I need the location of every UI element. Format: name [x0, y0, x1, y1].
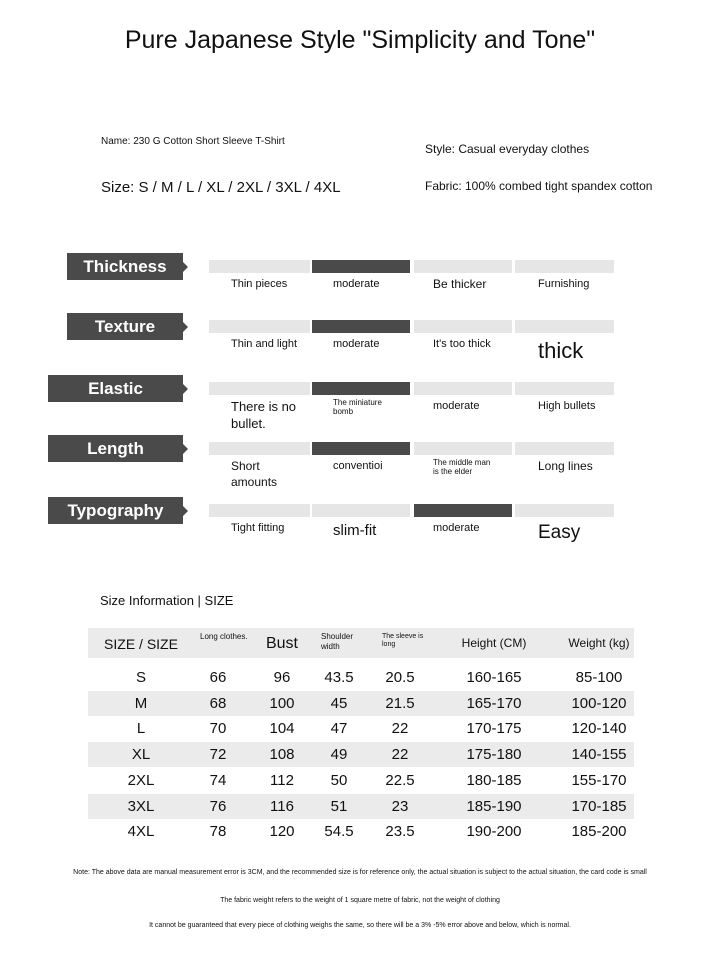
table-cell: 120 — [269, 823, 295, 841]
scale-option: Easy — [538, 522, 581, 543]
scale-segment — [209, 260, 310, 273]
table-cell: 54.5 — [324, 823, 354, 841]
column-header: Long clothes. — [200, 632, 248, 641]
table-cell: L — [136, 720, 146, 738]
scale-segment — [515, 442, 614, 455]
table-cell: 4XL — [127, 823, 155, 841]
table-cell: 70 — [209, 720, 227, 738]
attribute-label-thickness: Thickness — [67, 253, 183, 280]
table-cell: 72 — [209, 746, 227, 764]
note-fabric-weight: The fabric weight refers to the weight of 1 square metre of fabric, not the weight of clothing — [220, 897, 500, 904]
scale-option: conventioi — [333, 460, 383, 472]
note-measurement: Note: The above data are manual measurement error is 3CM, and the recommended size is for reference only, the actual situation is subject to the actual situation, the card code is small — [73, 869, 647, 876]
scale-segment — [209, 320, 310, 333]
table-cell: 100 — [269, 694, 295, 712]
scale-option: The miniature bomb — [333, 398, 382, 416]
column-header: SIZE / SIZE — [104, 636, 178, 652]
product-sizes: Size: S / M / L / XL / 2XL / 3XL / 4XL — [101, 179, 341, 196]
scale-option: moderate — [333, 338, 380, 350]
table-cell: 21.5 — [385, 694, 415, 712]
table-cell: 160-165 — [466, 669, 522, 686]
scale-option: slim-fit — [333, 522, 377, 539]
scale-segment — [515, 320, 614, 333]
table-cell: 185-200 — [571, 823, 627, 841]
scale-segment — [414, 382, 512, 395]
table-cell: S — [135, 669, 146, 686]
scale-segment — [515, 382, 614, 395]
table-cell: 22.5 — [385, 771, 415, 789]
table-cell: 96 — [273, 669, 291, 686]
scale-segment — [414, 320, 512, 333]
table-cell: 140-155 — [571, 746, 627, 764]
scale-segment — [515, 504, 614, 517]
table-cell: 22 — [391, 746, 409, 764]
attribute-label-typography: Typography — [48, 497, 183, 524]
scale-segment — [414, 442, 512, 455]
table-cell: 3XL — [127, 797, 155, 815]
page-title: Pure Japanese Style "Simplicity and Tone" — [124, 26, 596, 54]
column-header: Weight (kg) — [568, 636, 630, 650]
scale-segment — [209, 382, 310, 395]
table-cell: 190-200 — [466, 823, 522, 841]
scale-option: moderate — [333, 278, 380, 290]
table-cell: 78 — [209, 823, 227, 841]
table-cell: 68 — [209, 694, 227, 712]
scale-segment — [515, 260, 614, 273]
product-style: Style: Casual everyday clothes — [425, 142, 590, 156]
table-cell: 43.5 — [324, 669, 354, 686]
scale-option: Thin and light — [231, 338, 298, 350]
scale-segment — [414, 260, 512, 273]
table-cell: 180-185 — [466, 771, 522, 789]
table-cell: 165-170 — [466, 694, 522, 712]
table-cell: 175-180 — [466, 746, 522, 764]
table-cell: 2XL — [127, 771, 155, 789]
table-cell: 104 — [269, 720, 295, 738]
scale-option: thick — [538, 338, 584, 363]
table-cell: 112 — [270, 771, 294, 789]
scale-segment-selected — [312, 320, 410, 333]
scale-option: Thin pieces — [231, 278, 288, 290]
table-cell: 50 — [330, 771, 348, 789]
table-cell: 22 — [391, 720, 409, 738]
scale-segment — [312, 504, 410, 517]
scale-option: It's too thick — [433, 338, 491, 350]
table-cell: 20.5 — [385, 669, 415, 686]
column-header: Height (CM) — [461, 636, 527, 650]
size-table-heading: Size Information | SIZE — [100, 593, 234, 608]
scale-option: The middle man is the elder — [433, 458, 491, 476]
scale-option: Tight fitting — [231, 522, 285, 534]
table-cell: 170-185 — [571, 797, 627, 815]
scale-option: High bullets — [538, 400, 596, 412]
product-name: Name: 230 G Cotton Short Sleeve T-Shirt — [101, 136, 285, 147]
table-cell: 85-100 — [575, 669, 623, 686]
scale-segment — [209, 442, 310, 455]
table-cell: 108 — [269, 746, 295, 764]
product-fabric: Fabric: 100% combed tight spandex cotton — [425, 179, 653, 193]
table-cell: 66 — [209, 669, 227, 686]
table-cell: M — [134, 694, 148, 712]
table-cell: XL — [131, 746, 151, 764]
table-cell: 49 — [330, 746, 348, 764]
table-cell: 185-190 — [466, 797, 522, 815]
table-cell: 23.5 — [385, 823, 415, 841]
scale-segment-selected — [414, 504, 512, 517]
scale-segment-selected — [312, 382, 410, 395]
table-cell: 120-140 — [571, 720, 627, 738]
table-cell: 170-175 — [466, 720, 522, 738]
column-header: Bust — [265, 635, 298, 652]
table-cell: 116 — [270, 797, 294, 815]
scale-option: moderate — [433, 400, 480, 412]
scale-option: Furnishing — [538, 278, 590, 290]
attribute-label-texture: Texture — [67, 313, 183, 340]
note-weight-error: It cannot be guaranteed that every piece of clothing weighs the same, so there will be a 3% -5% error above and below, which is normal. — [149, 922, 571, 929]
table-cell: 45 — [330, 694, 348, 712]
scale-segment — [209, 504, 310, 517]
scale-segment-selected — [312, 260, 410, 273]
attribute-label-length: Length — [48, 435, 183, 462]
scale-option: moderate — [433, 522, 480, 534]
column-header: The sleeve is long — [382, 633, 424, 649]
scale-option: There is no bullet. — [231, 399, 297, 431]
table-cell: 155-170 — [571, 771, 627, 789]
scale-segment-selected — [312, 442, 410, 455]
scale-option: Long lines — [538, 459, 593, 473]
attribute-label-elastic: Elastic — [48, 375, 183, 402]
table-cell: 74 — [209, 771, 227, 789]
column-header: Shoulder width — [321, 632, 354, 651]
table-cell: 47 — [330, 720, 348, 738]
table-cell: 76 — [209, 797, 227, 815]
table-cell: 23 — [391, 797, 409, 815]
scale-option: Be thicker — [433, 277, 487, 291]
table-cell: 100-120 — [571, 694, 627, 712]
scale-option: Short amounts — [231, 459, 278, 489]
table-cell: 51 — [330, 797, 348, 815]
